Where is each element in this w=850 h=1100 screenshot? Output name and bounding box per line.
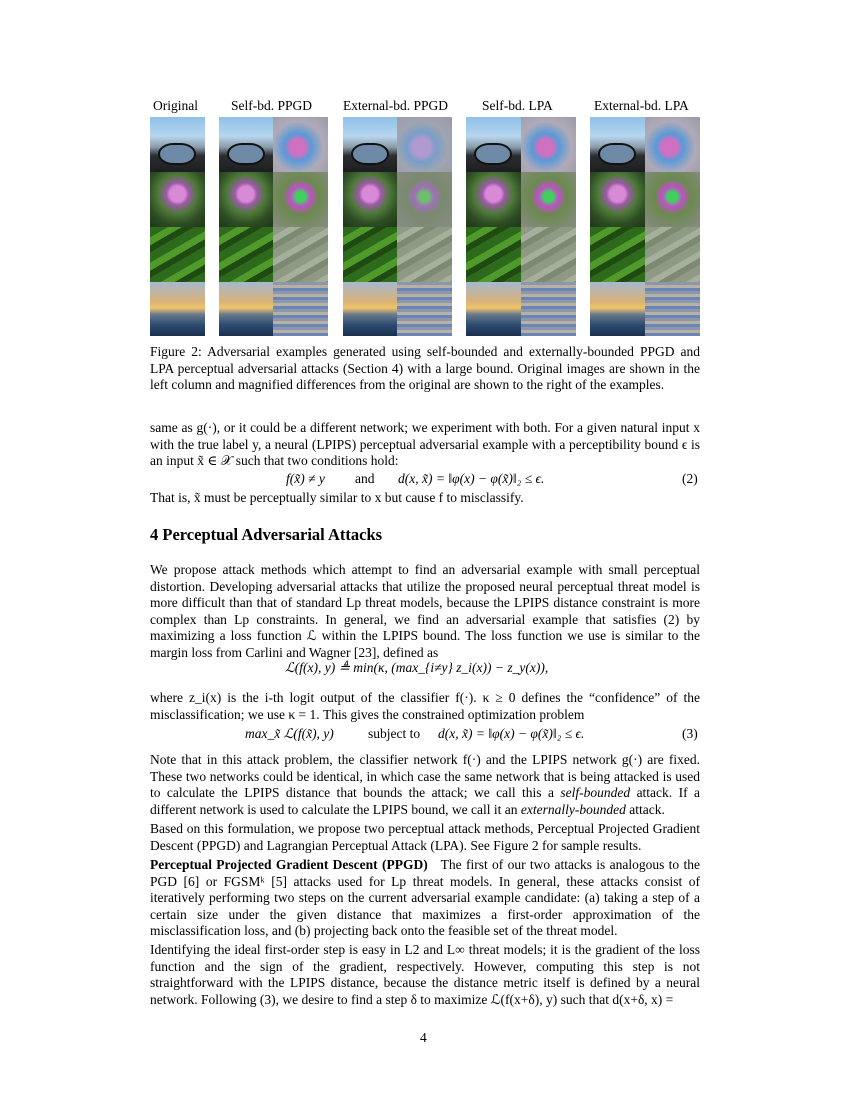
term-self-bounded: self-bounded bbox=[560, 785, 631, 800]
image-thistle bbox=[466, 172, 521, 227]
equation-3-number: (3) bbox=[682, 726, 698, 741]
paragraph-4: where z_i(x) is the i-th logit output of the classifier f(·). κ ≥ 0 defines the “confidence” of the misclassification; we use κ = 1. This gives the constrained optimization problem bbox=[150, 690, 700, 722]
difference-image bbox=[273, 172, 328, 227]
paragraph-5-text-a: Note that in this attack problem, the classifier network f(·) and the LPIPS network g(·) are fixed. These two networks could be identical, in which case the same network that is being attacked is used to calculate the LPIPS distance that bounds the attack; we call this a bbox=[150, 752, 700, 800]
image-sunset bbox=[590, 282, 645, 336]
difference-image bbox=[521, 172, 576, 227]
equation-3-right: d(x, x̃) = ‖φ(x) − φ(x̃)‖₂ ≤ ϵ. bbox=[438, 726, 585, 741]
paragraph-5 bbox=[150, 752, 700, 818]
paragraph-2: That is, x̃ must be perceptually similar to x but cause f to misclassify. bbox=[150, 490, 524, 505]
difference-image bbox=[645, 227, 700, 282]
paragraph-5-text-c: attack. bbox=[625, 801, 665, 817]
difference-image bbox=[397, 117, 452, 172]
paragraph-3: We propose attack methods which attempt to find an adversarial example with small perceptual distortion. Developing adversarial attacks that utilize the proposed neural perceptual threat model is more difficult than that of standard Lp threat models, because the LPIPS distance constraint is more complex than Lp constraints. In general, we find an adversarial example that satisfies (2) by maximizing a loss function ℒ within the LPIPS bound. The loss function we use is similar to the margin loss from Carlini and Wagner [23], defined as bbox=[150, 562, 700, 660]
equation-2-number: (2) bbox=[682, 471, 698, 486]
figure-column-self-ppgd-adv bbox=[219, 117, 273, 336]
figure-column-external-ppgd-diff bbox=[397, 117, 452, 336]
section-heading: 4 Perceptual Adversarial Attacks bbox=[150, 525, 383, 544]
paragraph-8: Identifying the ideal first-order step is easy in L2 and L∞ threat models; it is the gradient of the loss function and the sign of the gradient, respectively. However, computing this step is not straightforward with the LPIPS distance, because the distance metric itself is defined by a neural network. Following (3), we desire to find a step δ to maximize ℒ(f(x+δ), y) such that d(x+δ, x) = bbox=[150, 942, 700, 1007]
difference-image bbox=[645, 172, 700, 227]
equation-3-subject-to: subject to bbox=[368, 726, 421, 741]
difference-image bbox=[273, 117, 328, 172]
figure-column-self-lpa-diff bbox=[521, 117, 576, 336]
equation-3-left: max_x̃ ℒ(f(x̃), y) bbox=[245, 726, 334, 741]
figure-column-original bbox=[150, 117, 205, 336]
term-externally-bounded: externally-bounded bbox=[520, 801, 626, 817]
figure-caption: Figure 2: Adversarial examples generated using self-bounded and externally-bounded PPGD and LPA perceptual adversarial attacks (Section 4) with a large bound. Original images are shown in the left column and magnified differences from the original are shown to the right of the examples. bbox=[150, 344, 700, 392]
ppgd-run-in-heading: Perceptual Projected Gradient Descent (PPGD) bbox=[150, 857, 428, 872]
paragraph-6: Based on this formulation, we propose two perceptual attack methods, Perceptual Projected Gradient Descent (PPGD) and Lagrangian Perceptual Attack (LPA). See Figure 2 for sample results. bbox=[150, 821, 700, 853]
image-leaves bbox=[343, 227, 397, 282]
difference-image bbox=[521, 117, 576, 172]
paragraph-1: same as g(·), or it could be a different network; we experiment with both. For a given natural input x with the true label y, a neural (LPIPS) perceptual adversarial example with a perceptibility bound ϵ is an input x̃ ∈ 𝒳 such that two conditions hold: bbox=[150, 420, 700, 468]
equation-2-left: f(x̃) ≠ y bbox=[286, 471, 325, 486]
image-thistle bbox=[343, 172, 397, 227]
image-thistle bbox=[590, 172, 645, 227]
difference-image bbox=[521, 282, 576, 336]
image-thistle bbox=[219, 172, 273, 227]
image-leaves bbox=[590, 227, 645, 282]
figure-column-self-ppgd-diff bbox=[273, 117, 328, 336]
image-car-mirror bbox=[219, 117, 273, 172]
figure-label-external-ppgd: External-bd. PPGD bbox=[343, 98, 448, 113]
equation-2-right: d(x, x̃) = ‖φ(x) − φ(x̃)‖₂ ≤ ϵ. bbox=[398, 471, 545, 486]
image-leaves bbox=[219, 227, 273, 282]
image-thistle bbox=[150, 172, 205, 227]
figure-column-external-ppgd-adv bbox=[343, 117, 397, 336]
figure-label-external-lpa: External-bd. LPA bbox=[594, 98, 689, 113]
difference-image bbox=[521, 227, 576, 282]
figure-label-self-ppgd: Self-bd. PPGD bbox=[231, 98, 313, 113]
difference-image bbox=[273, 282, 328, 336]
paragraph-5-text-b: attack. If a different network is used to calculate the LPIPS bound, we call it an bbox=[150, 785, 700, 817]
figure-label-self-lpa: Self-bd. LPA bbox=[482, 98, 553, 113]
difference-image bbox=[645, 282, 700, 336]
figure-label-original: Original bbox=[153, 98, 198, 113]
difference-image bbox=[645, 117, 700, 172]
figure-column-external-lpa-adv bbox=[590, 117, 645, 336]
image-sunset bbox=[343, 282, 397, 336]
equation-2-and: and bbox=[355, 471, 375, 486]
difference-image bbox=[397, 172, 452, 227]
paragraph-7 bbox=[150, 857, 700, 940]
difference-image bbox=[397, 282, 452, 336]
image-car-mirror bbox=[150, 117, 205, 172]
image-leaves bbox=[150, 227, 205, 282]
page-number: 4 bbox=[420, 1030, 427, 1045]
image-sunset bbox=[219, 282, 273, 336]
figure-column-external-lpa-diff bbox=[645, 117, 700, 336]
difference-image bbox=[273, 227, 328, 282]
image-car-mirror bbox=[343, 117, 397, 172]
paragraph-7-text: The first of our two attacks is analogous to the PGD [6] or FGSMᵏ [5] attacks used for Lp threat models. In general, these attacks consist of iteratively performing two steps on the current adversarial example candidate: (a) taking a step of a certain size under the given distance that maximizes a first-order approximation of the misclassification loss, and (b) projecting back onto the feasible set of the threat model. bbox=[150, 857, 700, 938]
image-car-mirror bbox=[466, 117, 521, 172]
image-sunset bbox=[150, 282, 205, 336]
figure-column-self-lpa-adv bbox=[466, 117, 521, 336]
equation-loss: ℒ(f(x), y) ≜ min(κ, (max_{i≠y} z_i(x)) − z_y(x)), bbox=[285, 660, 549, 675]
difference-image bbox=[397, 227, 452, 282]
image-car-mirror bbox=[590, 117, 645, 172]
image-leaves bbox=[466, 227, 521, 282]
image-sunset bbox=[466, 282, 521, 336]
